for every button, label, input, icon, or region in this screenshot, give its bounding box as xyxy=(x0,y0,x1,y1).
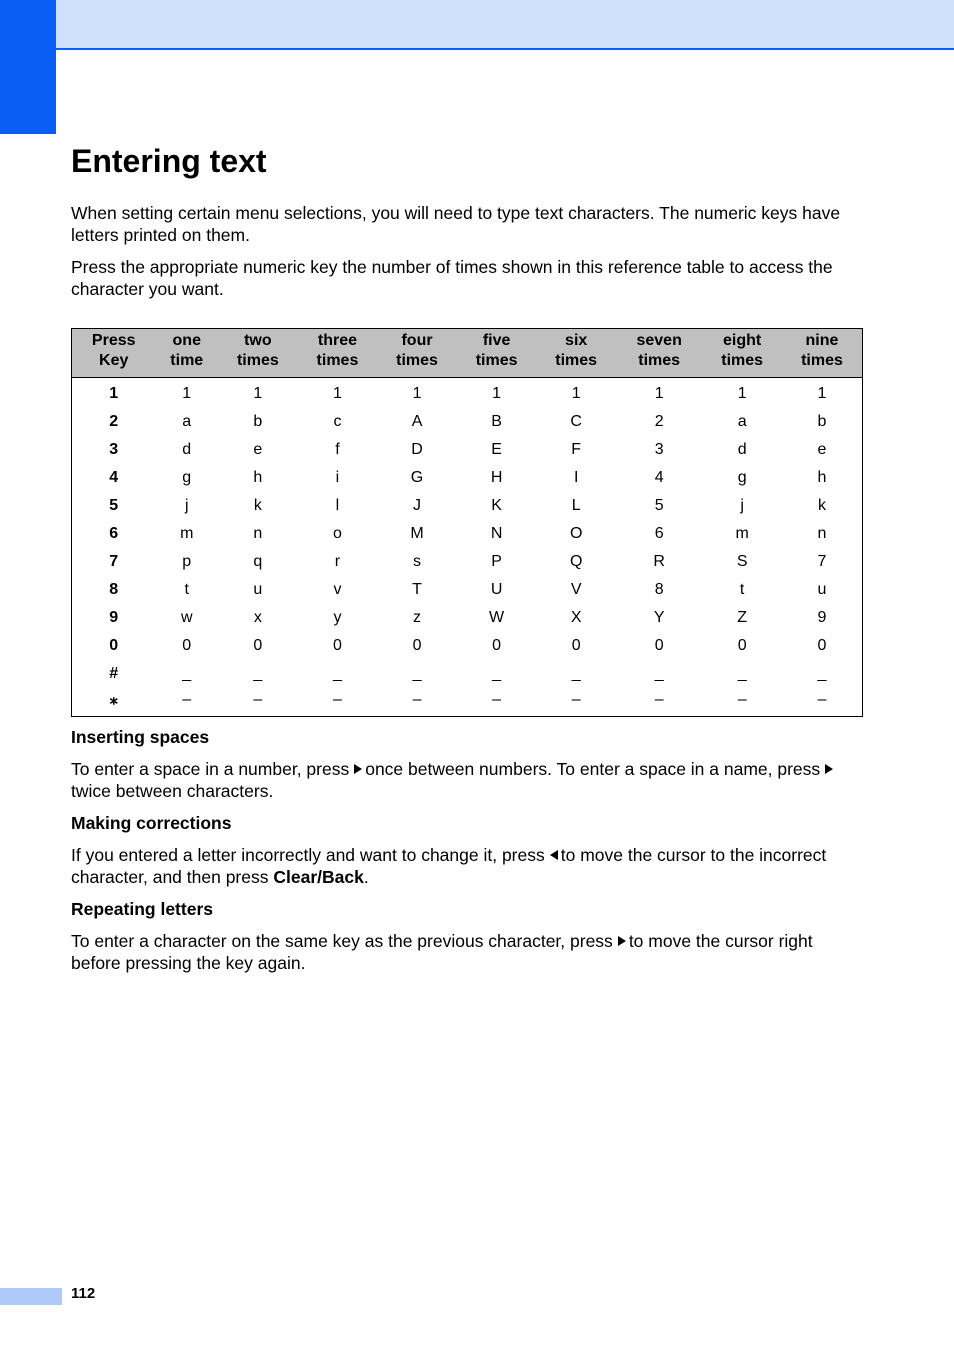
making-corrections-heading: Making corrections xyxy=(71,813,232,833)
text-segment: If you entered a letter incorrectly and want to change it, press xyxy=(71,845,545,865)
character-cell: y xyxy=(333,609,342,626)
character-cell: _ xyxy=(412,665,422,682)
character-cell: 0 xyxy=(817,637,827,654)
character-cell: K xyxy=(491,497,502,514)
character-cell: 0 xyxy=(654,637,664,654)
character-cell: e xyxy=(817,441,827,458)
character-cell: C xyxy=(570,413,582,430)
column-header-line: seven xyxy=(636,332,682,349)
character-cell: p xyxy=(182,553,192,570)
character-cell: 3 xyxy=(654,441,664,458)
character-cell: _ xyxy=(332,665,342,682)
character-cell: V xyxy=(570,581,582,598)
column-header xyxy=(702,329,782,378)
character-cell: X xyxy=(570,609,582,626)
character-cell: F xyxy=(571,441,582,458)
character-cell: – xyxy=(412,691,422,708)
character-reference-table xyxy=(71,328,863,717)
character-cell: x xyxy=(253,609,262,626)
character-cell: _ xyxy=(737,665,747,682)
column-header-line: two xyxy=(244,332,272,349)
inserting-spaces-heading: Inserting spaces xyxy=(71,727,210,747)
character-cell: t xyxy=(739,581,745,598)
text-segment: twice between characters. xyxy=(71,781,274,801)
character-cell: w xyxy=(180,609,193,626)
character-cell: k xyxy=(817,497,826,514)
clear-back-key-label: Clear/Back xyxy=(273,867,364,887)
text-segment: once between numbers. To enter a space in a name, press xyxy=(365,759,821,779)
character-cell: 2 xyxy=(654,413,664,430)
key-cell: 0 xyxy=(109,637,119,654)
column-header-line: times xyxy=(721,352,764,369)
column-header-line: times xyxy=(475,352,518,369)
character-cell: A xyxy=(411,413,423,430)
table-row xyxy=(72,378,863,409)
table-row xyxy=(72,464,863,492)
key-cell: 9 xyxy=(109,609,119,626)
key-cell: # xyxy=(109,665,119,682)
key-cell: 3 xyxy=(109,441,119,458)
column-header-line: times xyxy=(638,352,681,369)
column-header xyxy=(616,329,702,378)
character-cell: 1 xyxy=(817,385,827,402)
column-header-line: four xyxy=(401,332,433,349)
character-cell: _ xyxy=(571,665,581,682)
intro-paragraph-2: Press the appropriate numeric key the number of times shown in this reference table to access the character you want. xyxy=(71,257,833,299)
character-cell: 1 xyxy=(412,385,422,402)
character-cell: k xyxy=(253,497,262,514)
right-arrow-icon xyxy=(618,936,626,946)
character-cell: E xyxy=(491,441,502,458)
character-cell: 1 xyxy=(737,385,747,402)
character-cell: _ xyxy=(182,665,192,682)
repeating-letters-heading: Repeating letters xyxy=(71,899,213,919)
key-cell: 8 xyxy=(109,581,119,598)
column-header xyxy=(155,329,218,378)
column-header-line: nine xyxy=(805,332,839,349)
character-cell: 0 xyxy=(182,637,192,654)
character-cell: – xyxy=(817,691,827,708)
column-header-line: five xyxy=(482,332,511,349)
text-segment: . xyxy=(363,867,369,887)
character-cell: 6 xyxy=(654,525,664,542)
key-cell: 5 xyxy=(109,497,119,514)
character-cell: M xyxy=(410,525,424,542)
left-arrow-icon xyxy=(550,850,558,860)
key-cell: 2 xyxy=(109,413,119,430)
column-header xyxy=(536,329,616,378)
character-cell: b xyxy=(253,413,263,430)
column-header xyxy=(72,329,156,378)
column-header-line: Key xyxy=(99,352,129,369)
column-header xyxy=(782,329,863,378)
character-cell: Y xyxy=(653,609,665,626)
character-cell: h xyxy=(253,469,263,486)
character-cell: P xyxy=(491,553,502,570)
table-row xyxy=(72,632,863,660)
character-cell: – xyxy=(737,691,747,708)
character-cell: i xyxy=(335,469,340,486)
character-cell: 4 xyxy=(654,469,664,486)
key-cell: 1 xyxy=(109,385,119,402)
page-number-band xyxy=(0,1288,62,1305)
character-cell: e xyxy=(253,441,263,458)
table-row xyxy=(72,548,863,576)
character-cell: l xyxy=(335,497,340,514)
character-cell: 0 xyxy=(412,637,422,654)
character-cell: 9 xyxy=(817,609,827,626)
character-cell: U xyxy=(490,581,503,598)
character-cell: 1 xyxy=(654,385,664,402)
character-cell: 0 xyxy=(332,637,342,654)
character-cell: O xyxy=(569,525,583,542)
column-header-line: eight xyxy=(723,332,762,349)
column-header xyxy=(457,329,537,378)
right-arrow-icon xyxy=(825,764,833,774)
character-cell: L xyxy=(571,497,581,514)
page-title: Entering text xyxy=(71,143,267,179)
character-cell: 0 xyxy=(571,637,581,654)
column-header-line: Press xyxy=(91,332,136,349)
character-cell: u xyxy=(817,581,827,598)
column-header-line: one xyxy=(172,332,201,349)
character-cell: q xyxy=(253,553,263,570)
character-cell: g xyxy=(182,469,192,486)
character-cell: u xyxy=(253,581,263,598)
text-segment: To enter a space in a number, press xyxy=(71,759,350,779)
character-cell: T xyxy=(412,581,422,598)
character-cell: n xyxy=(253,525,263,542)
intro-paragraph-1: When setting certain menu selections, you will need to type text characters. The numeric keys have letters printed on them. xyxy=(71,203,841,245)
table-row xyxy=(72,436,863,464)
character-cell: m xyxy=(180,525,194,542)
table-row xyxy=(72,520,863,548)
table-header-row xyxy=(72,329,863,378)
chapter-tab xyxy=(0,0,56,134)
column-header xyxy=(377,329,457,378)
character-cell: 1 xyxy=(571,385,581,402)
character-cell: G xyxy=(410,469,424,486)
column-header xyxy=(218,329,298,378)
character-cell: s xyxy=(413,553,422,570)
character-cell: c xyxy=(333,413,342,430)
character-cell: N xyxy=(490,525,503,542)
character-cell: _ xyxy=(654,665,664,682)
table-row xyxy=(72,688,863,717)
character-cell: b xyxy=(817,413,827,430)
character-cell: _ xyxy=(817,665,827,682)
column-header-line: times xyxy=(236,352,279,369)
text-segment: to move the cursor to the incorrect character, and then press xyxy=(71,845,827,887)
column-header-line: times xyxy=(555,352,598,369)
column-header-line: six xyxy=(565,332,588,349)
character-cell: _ xyxy=(492,665,502,682)
text-segment: To enter a character on the same key as the previous character, press xyxy=(71,931,613,951)
character-cell: 1 xyxy=(253,385,263,402)
character-cell: 1 xyxy=(492,385,502,402)
character-cell: 0 xyxy=(737,637,747,654)
right-arrow-icon xyxy=(354,764,362,774)
column-header-line: times xyxy=(801,352,843,369)
character-cell: f xyxy=(335,441,340,458)
character-cell: d xyxy=(737,441,747,458)
table-row xyxy=(72,576,863,604)
character-cell: – xyxy=(332,691,342,708)
character-cell: 8 xyxy=(654,581,664,598)
character-cell: h xyxy=(817,469,827,486)
column-header-line: time xyxy=(170,352,204,369)
key-cell: ⁎ xyxy=(109,691,118,708)
character-cell: J xyxy=(413,497,422,514)
character-cell: – xyxy=(253,691,263,708)
character-cell: 0 xyxy=(492,637,502,654)
page-number: 112 xyxy=(71,1285,96,1302)
repeating-letters-text xyxy=(71,930,863,974)
column-header xyxy=(298,329,378,378)
key-cell: 4 xyxy=(109,469,119,486)
character-cell: W xyxy=(489,609,505,626)
character-cell: D xyxy=(411,441,423,458)
character-cell: a xyxy=(737,413,747,430)
table-row xyxy=(72,660,863,688)
character-cell: 5 xyxy=(654,497,664,514)
character-cell: – xyxy=(571,691,581,708)
column-header-line: times xyxy=(396,352,438,369)
character-cell: R xyxy=(653,553,665,570)
character-cell: Q xyxy=(569,553,583,570)
character-cell: m xyxy=(735,525,749,542)
character-cell: 0 xyxy=(253,637,263,654)
header-band xyxy=(56,0,954,50)
character-cell: – xyxy=(182,691,192,708)
character-cell: B xyxy=(491,413,502,430)
table-row xyxy=(72,492,863,520)
table-row xyxy=(72,408,863,436)
character-cell: – xyxy=(654,691,664,708)
character-cell: v xyxy=(333,581,342,598)
key-cell: 6 xyxy=(109,525,119,542)
character-cell: H xyxy=(490,469,503,486)
character-cell: g xyxy=(737,469,747,486)
inserting-spaces-text xyxy=(71,758,863,802)
column-header-line: three xyxy=(317,332,357,349)
character-cell: j xyxy=(740,497,744,514)
character-cell: 1 xyxy=(332,385,342,402)
character-cell: o xyxy=(332,525,342,542)
text-segment: to move the cursor right before pressing the key again. xyxy=(71,931,813,973)
character-cell: d xyxy=(182,441,192,458)
character-cell: I xyxy=(573,469,579,486)
character-cell: _ xyxy=(253,665,263,682)
character-cell: j xyxy=(184,497,189,514)
character-cell: t xyxy=(184,581,189,598)
character-cell: z xyxy=(413,609,422,626)
character-cell: n xyxy=(817,525,827,542)
table-row xyxy=(72,604,863,632)
character-cell: a xyxy=(182,413,192,430)
table-body xyxy=(72,378,863,717)
character-cell: Z xyxy=(737,609,748,626)
character-cell: S xyxy=(736,553,748,570)
character-cell: 7 xyxy=(817,553,827,570)
page-content xyxy=(71,140,863,974)
character-cell: – xyxy=(492,691,502,708)
character-cell: 1 xyxy=(182,385,192,402)
key-cell: 7 xyxy=(109,553,119,570)
making-corrections-text xyxy=(71,844,863,888)
column-header-line: times xyxy=(316,352,359,369)
character-cell: r xyxy=(334,553,341,570)
